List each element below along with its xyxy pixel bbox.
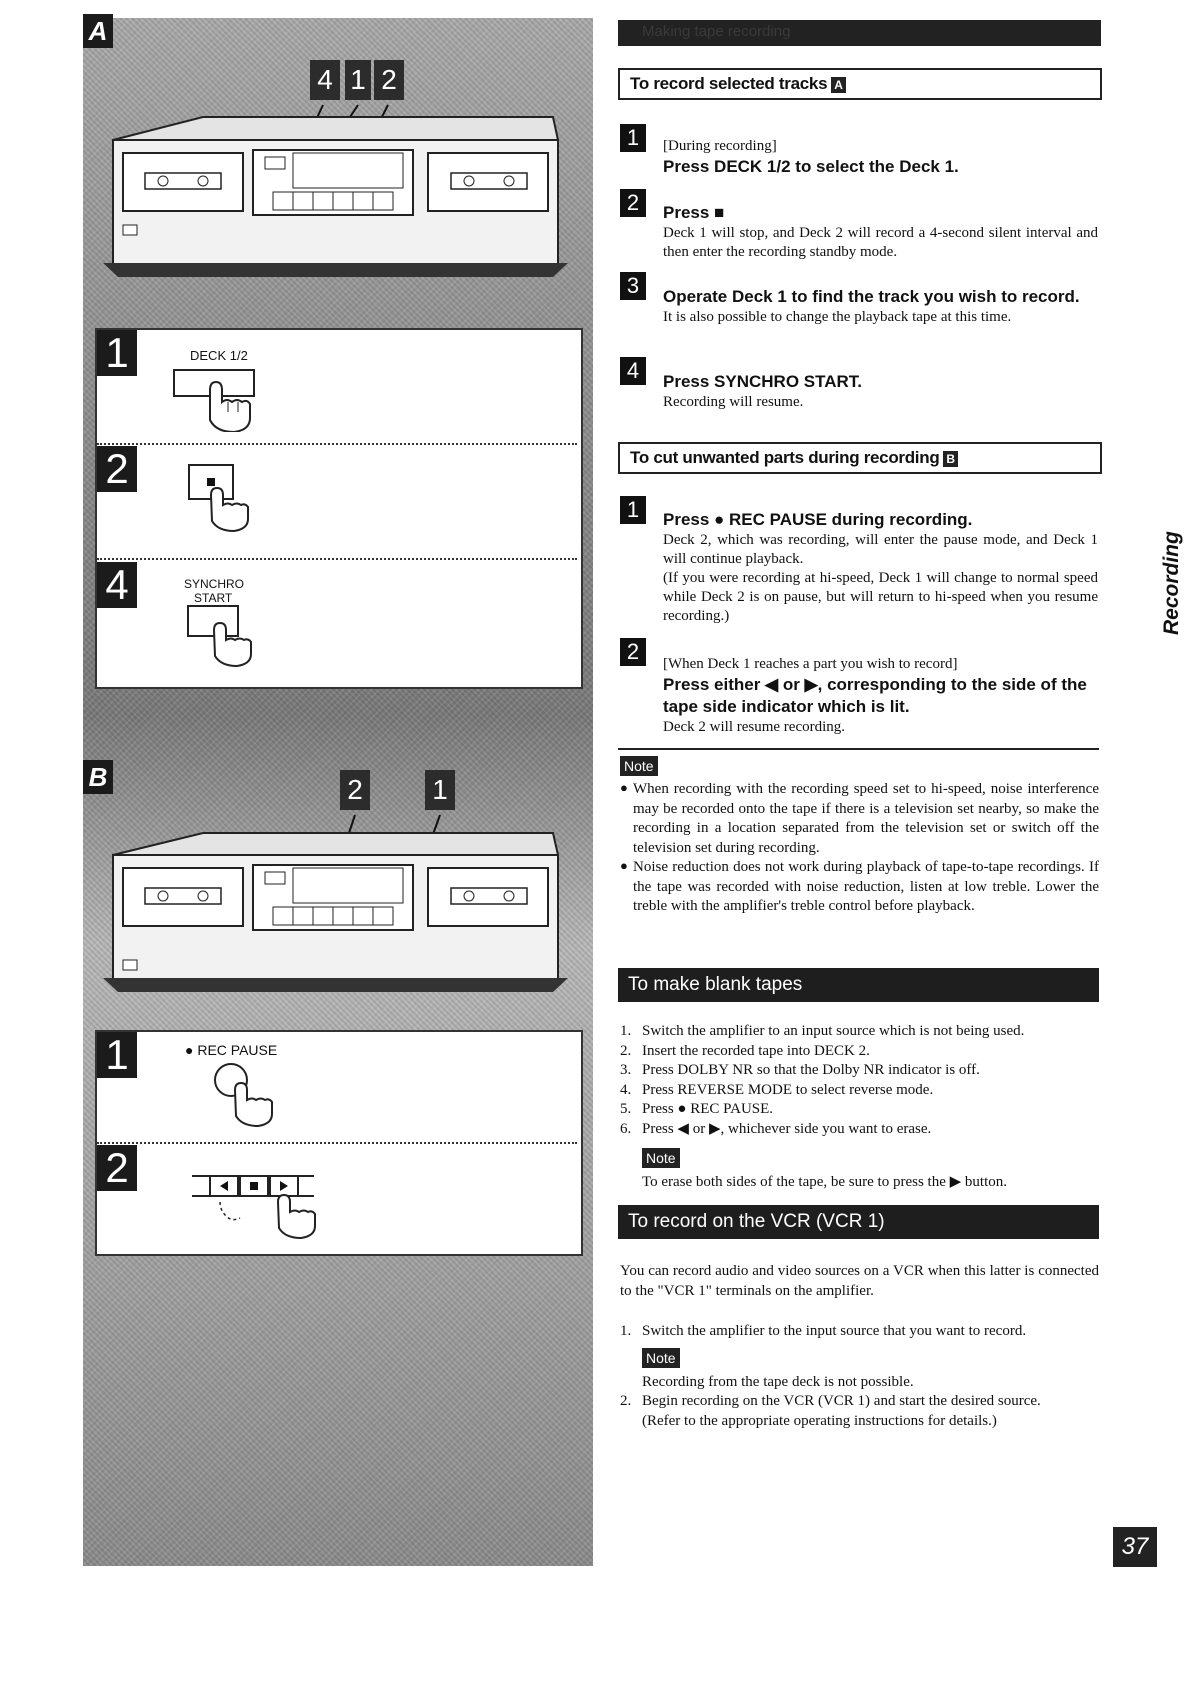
step-instruction: Press ● REC PAUSE during recording. (663, 510, 973, 529)
section-title-blank-tapes: To make blank tapes (618, 968, 1099, 1002)
step-context: [When Deck 1 reaches a part you wish to record] (663, 656, 958, 672)
step-number: 1 (620, 496, 646, 524)
note-label: Note (620, 756, 658, 776)
section-title-vcr: To record on the VCR (VCR 1) (618, 1205, 1099, 1239)
note-label: Note (642, 1148, 680, 1168)
page-number: 37 (1113, 1527, 1157, 1567)
note-label: Note (642, 1348, 680, 1368)
bullet: ● (620, 858, 628, 873)
list-item-text: Switch the amplifier to an input source which is not being used. (642, 1023, 1025, 1039)
blank-tapes-steps (620, 1022, 1099, 1139)
callout-a-1: 4 (310, 60, 340, 100)
box-b-step-2-number: 2 (97, 1145, 137, 1191)
tape-deck-illustration-b (83, 805, 593, 1005)
vcr-steps (620, 1322, 1099, 1431)
list-item (620, 1322, 1099, 1342)
blank-tapes-note-header (642, 1148, 680, 1168)
bullet: ● (620, 780, 628, 795)
list-item-text: Press DOLBY NR so that the Dolby NR indicator is off. (642, 1062, 980, 1078)
vcr-step1-note: Recording from the tape deck is not possible. (642, 1373, 914, 1390)
list-item: 3. Press DOLBY NR so that the Dolby NR indicator is off. (620, 1062, 980, 1078)
list-item: 4. Press REVERSE MODE to select reverse mode. (620, 1081, 934, 1098)
deck-1-2-button-press (170, 368, 280, 432)
step-instruction: Operate Deck 1 to find the track you wish to record. (663, 287, 1080, 306)
divider (97, 1142, 577, 1144)
step-context: [During recording] (663, 138, 777, 154)
step-description: It is also possible to change the playback tape at this time. (663, 309, 1012, 325)
list-number: 1. (620, 1323, 632, 1339)
step-description: Deck 2, which was recording, will enter the pause mode, and Deck 1 will continue playback. (663, 532, 1098, 567)
callout-b-2: 1 (425, 770, 455, 810)
list-number: 2. (620, 1393, 632, 1409)
list-item (620, 1392, 1099, 1412)
vcr-step2-extra: (Refer to the appropriate operating instructions for details.) (642, 1412, 997, 1429)
step-instruction: Press SYNCHRO START. (663, 372, 863, 391)
synchro-start-button-press (180, 604, 270, 674)
step-instruction: Press DECK 1/2 to select the Deck 1. (663, 157, 959, 176)
callout-a-3: 2 (374, 60, 404, 100)
list-item: 2. Insert the recorded tape into DECK 2. (620, 1042, 870, 1059)
steps-box-a (95, 328, 583, 689)
list-item-text: Press ● REC PAUSE. (642, 1101, 774, 1117)
box-b-step-1-number: 1 (97, 1032, 137, 1078)
step-instruction: Press either ◀ or ▶, corresponding to the side of the tape side indicator which is lit. (663, 675, 1087, 716)
step-instruction: Press ■ (663, 203, 725, 222)
note-header (620, 756, 658, 776)
section-title-record-selected (618, 68, 1102, 100)
list-item-text: Switch the amplifier to the input source that you want to record. (642, 1323, 1027, 1339)
rec-pause-label: ● REC PAUSE (185, 1042, 278, 1058)
step-description: Deck 1 will stop, and Deck 2 will record a 4-second silent interval and then enter the recording standby mode. (663, 225, 1098, 260)
step-record-1 (663, 137, 1098, 178)
start-label: START (194, 591, 233, 605)
note-item (620, 780, 1099, 858)
box-a-step-2-number: 2 (97, 446, 137, 492)
section-tag: B (943, 451, 957, 467)
step-number: 4 (620, 357, 646, 385)
step-cut-1 (663, 509, 1098, 626)
section-title-text: To record selected tracks (630, 74, 828, 93)
list-item: 6. Press ◀ or ▶, whichever side you want to erase. (620, 1120, 932, 1137)
direction-buttons-press (190, 1170, 330, 1240)
step-number: 3 (620, 272, 646, 300)
section-title-cut-unwanted (618, 442, 1102, 474)
list-item-text: Insert the recorded tape into DECK 2. (642, 1042, 870, 1059)
list-item: 1. Switch the amplifier to an input source which is not being used. (620, 1023, 1025, 1039)
page-header-text: Making tape recording (642, 23, 791, 40)
note-text: When recording with the recording speed set to hi-speed, noise interference may be recorded onto the tape if there is a television set nearby, so make the recording in a location separated from the television set or switch off the television set during recording. (633, 781, 1099, 856)
vcr-note-header (620, 1348, 1099, 1368)
notes-list (620, 780, 1099, 917)
list-item-text: Press ◀ or ▶, whichever side you want to erase. (642, 1120, 932, 1137)
step-description: Deck 2 will resume recording. (663, 719, 846, 735)
step-description: Recording will resume. (663, 394, 804, 410)
step-number: 1 (620, 124, 646, 152)
callout-a-2: 1 (345, 60, 371, 100)
list-item: 5. Press ● REC PAUSE. (620, 1101, 774, 1117)
callout-b-1: 2 (340, 770, 370, 810)
section-title-text: To cut unwanted parts during recording (630, 448, 940, 467)
divider (97, 558, 577, 560)
blank-tapes-note-text: To erase both sides of the tape, be sure to press the ▶ button. (642, 1174, 1007, 1190)
divider (97, 443, 577, 445)
page-header-bar (618, 20, 1101, 46)
stop-button-press (185, 463, 265, 533)
section-a-label: A (83, 14, 113, 48)
step-record-2 (663, 202, 1098, 262)
tape-deck-illustration-a (83, 95, 593, 295)
synchro-label: SYNCHRO (184, 577, 245, 591)
list-item-text: Press REVERSE MODE to select reverse mode. (642, 1081, 934, 1098)
step-description-extra: (If you were recording at hi-speed, Deck 1 will change to normal speed while Deck 2 is on pause, but will return to hi-speed when you resume recording.) (663, 570, 1098, 624)
step-number: 2 (620, 189, 646, 217)
step-number: 2 (620, 638, 646, 666)
side-tab-recording: Recording (1160, 531, 1183, 635)
step-record-3 (663, 286, 1098, 327)
rec-pause-button-press (205, 1060, 295, 1136)
step-record-4 (663, 371, 1098, 412)
step-cut-2 (663, 655, 1098, 737)
vcr-intro: You can record audio and video sources on a VCR when this latter is connected to the "VCR 1" terminals on the amplifier. (620, 1263, 1099, 1299)
box-a-step-4-number: 4 (97, 562, 137, 608)
section-tag: A (831, 77, 845, 93)
deck-1-2-label: DECK 1/2 (190, 348, 248, 363)
list-item-text: Begin recording on the VCR (VCR 1) and start the desired source. (642, 1393, 1041, 1409)
note-text: Noise reduction does not work during playback of tape-to-tape recordings. If the tape was recorded with noise reduction, listen at low treble. Lower the treble with the amplifier's treble control before playback. (633, 859, 1099, 914)
note-item (620, 858, 1099, 917)
section-b-label: B (83, 760, 113, 794)
box-a-step-1-number: 1 (97, 330, 137, 376)
divider (618, 748, 1099, 750)
